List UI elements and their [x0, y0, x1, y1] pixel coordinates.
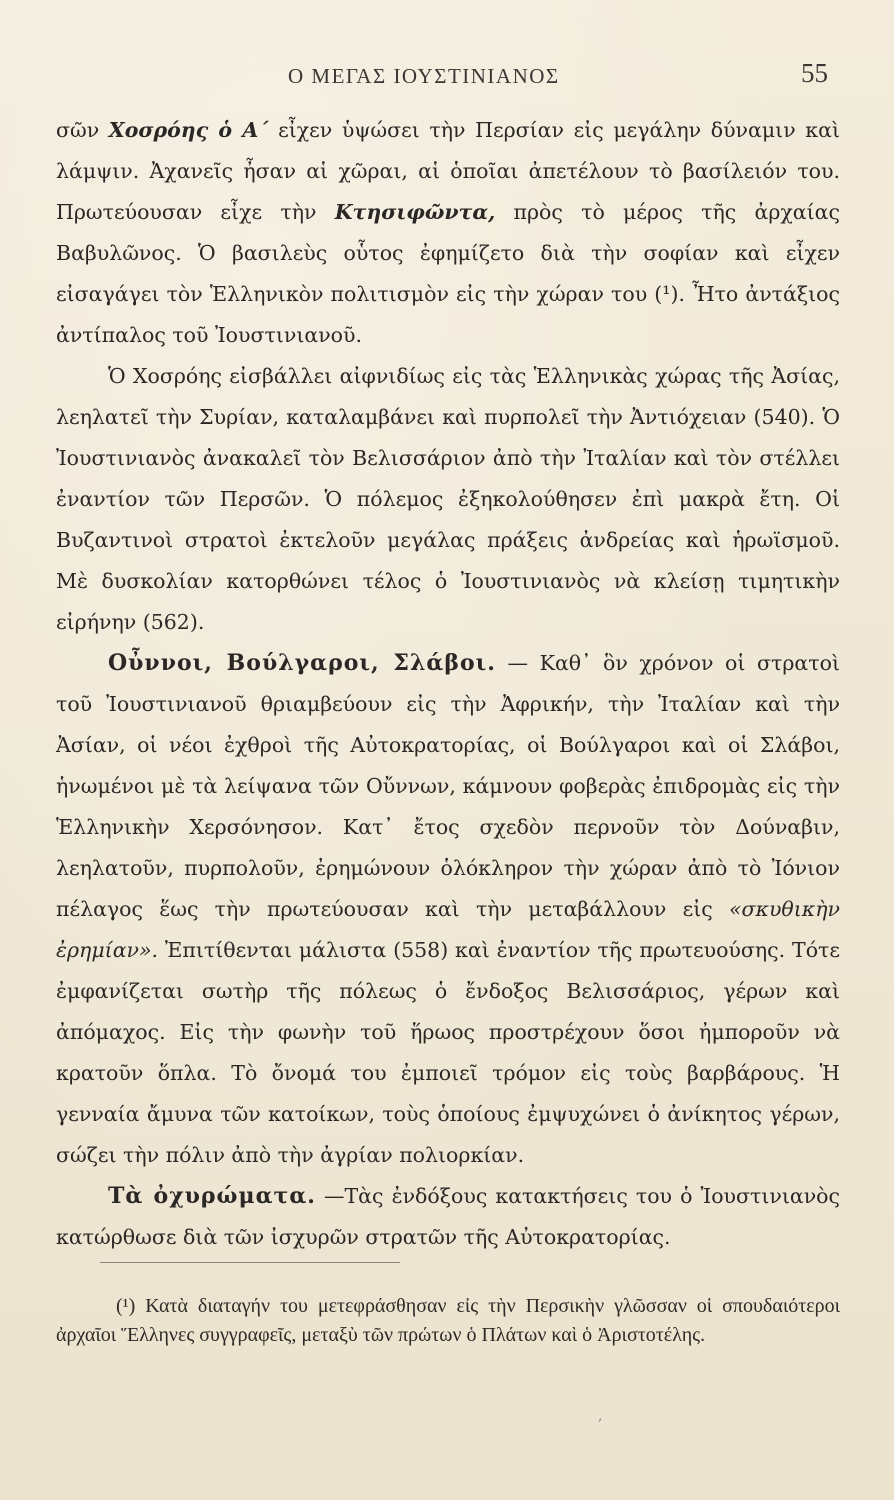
paragraph-4-text: —Τὰς ἐνδόξους κατακτήσεις του ὁ Ἰουστινιανὸς κατώρθωσε διὰ τῶν ἰσχυρῶν στρατῶν τῆς Αὐτοκρατορίας. [56, 1184, 841, 1249]
paragraph-1-text: εἶχεν ὑψώσει τὴν Περσίαν εἰς μεγάλην δύναμιν καὶ λάμψιν. Ἀχανεῖς ἦσαν αἱ χῶραι, αἱ ὁποῖαι ἀπετέλουν τὸ βασίλειόν του. Πρωτεύουσαν εἶχε τὴν [56, 118, 840, 224]
running-head: Ο ΜΕΓΑΣ ΙΟΥΣΤΙΝΙΑΝΟΣ [288, 64, 560, 88]
paragraph-2: Ὁ Χοσρόης εἰσβάλλει αἰφνιδίως εἰς τὰς Ἑλληνικὰς χώρας τῆς Ἀσίας, λεηλατεῖ τὴν Συρίαν, καταλαμβάνει καὶ πυρπολεῖ τὴν Ἀντιόχειαν (540). Ὁ Ἰουστινιανὸς ἀνακαλεῖ τὸν Βελισσάριον ἀπὸ τὴν Ἰταλίαν καὶ τὸν στέλλει ἐναντίον τῶν Περσῶν. Ὁ πόλεμος ἐξηκολούθησεν ἐπὶ μακρὰ ἔτη. Οἱ Βυζαντινοὶ στρατοὶ ἐκτελοῦν μεγάλας πράξεις ἀνδρείας καὶ ἡρωϊσμοῦ. Μὲ δυσκολίαν κατορθώνει τέλος ὁ Ἰουστινιανὸς νὰ κλείσῃ τιμητικὴν εἰρήνην (562). [56, 364, 840, 634]
paragraph-3-text: — Καθ᾽ ὃν χρόνον οἱ στρατοὶ τοῦ Ἰουστινιανοῦ θριαμβεύουν εἰς τὴν Ἀφρικήν, τὴν Ἰταλίαν καὶ τὴν Ἀσίαν, οἱ νέοι ἐχθροὶ τῆς Αὐτοκρατορίας, οἱ Βούλγαροι καὶ οἱ Σλάβοι, ἡνωμένοι μὲ τὰ λείψανα τῶν Οὔννων, κάμνουν φοβερὰς ἐπιδρομὰς εἰς τὴν Ἑλληνικὴν Χερσόνησον. Κατ᾽ ἔτος σχεδὸν περνοῦν τὸν Δούναβιν, λεηλατοῦν, πυρπολοῦν, ἐρημώνουν ὁλόκληρον τὴν χώραν ἀπὸ τὸ Ἰόνιον πέλαγος ἕως τὴν πρωτεύουσαν καὶ τὴν μεταβάλλουν εἰς [56, 651, 840, 921]
footnote [56, 1292, 840, 1350]
section-heading-huns: Οὖννοι, Βούλγαροι, Σλάβοι. [108, 650, 496, 676]
paragraph-1-lead: σῶν [56, 118, 109, 142]
paragraph-1-text-2: πρὸς τὸ μέρος τῆς ἀρχαίας Βαβυλῶνος. Ὁ βασιλεὺς οὗτος ἐφημίζετο διὰ τὴν σοφίαν καὶ εἶχεν εἰσαγάγει τὸν Ἑλληνικὸν πολιτισμὸν εἰς τὴν χώραν του (¹). Ἦτο ἀντάξιος ἀντίπαλος τοῦ Ἰουστινιανοῦ. [56, 200, 840, 347]
footnote-text: (¹) Κατὰ διαταγήν του μετεφράσθησαν εἰς τὴν Περσικὴν γλῶσσαν οἱ σπουδαιότεροι ἀρχαῖοι Ἕλληνες συγγραφεῖς, μεταξὺ τῶν πρώτων ὁ Πλάτων καὶ ὁ Ἀριστοτέλης. [56, 1295, 840, 1346]
page-header [0, 58, 894, 88]
paragraph-3-text-2: Ἐπιτίθενται μάλιστα (558) καὶ ἐναντίον τῆς πρωτευούσης. Τότε ἐμφανίζεται σωτὴρ τῆς πόλεως ὁ ἔνδοξος Βελισσάριος, γέρων καὶ ἀπόμαχος. Εἰς τὴν φωνὴν τοῦ ἥρωος προστρέχουν ὅσοι ἠμποροῦν νὰ κρατοῦν ὅπλα. Τὸ ὄνομά του ἐμποιεῖ τρόμον εἰς τοὺς βαρβάρους. Ἡ γενναία ἄμυνα τῶν κατοίκων, τοὺς ὁποίους ἐμψυχώνει ὁ ἀνίκητος γέρων, σώζει τὴν πόλιν ἀπὸ τὴν ἀγρίαν πολιορκίαν. [56, 938, 840, 1167]
main-text [56, 110, 840, 1258]
ink-mark: , [598, 1408, 603, 1424]
paragraph-1 [56, 110, 840, 356]
city-ctesiphon: Κτησιφῶντα, [334, 200, 496, 224]
page-number: 55 [801, 58, 828, 88]
quote-scythian-desert: «σκυθικὴν ἐρημίαν». [56, 897, 840, 962]
name-chosroes: Χοσρόης ὁ Α΄ [108, 118, 269, 142]
footnote-rule [100, 1262, 400, 1263]
section-heading-fortifications: Τὰ ὀχυρώματα. [108, 1183, 316, 1209]
paragraph-4 [56, 1176, 840, 1258]
paragraph-3 [56, 643, 840, 1176]
